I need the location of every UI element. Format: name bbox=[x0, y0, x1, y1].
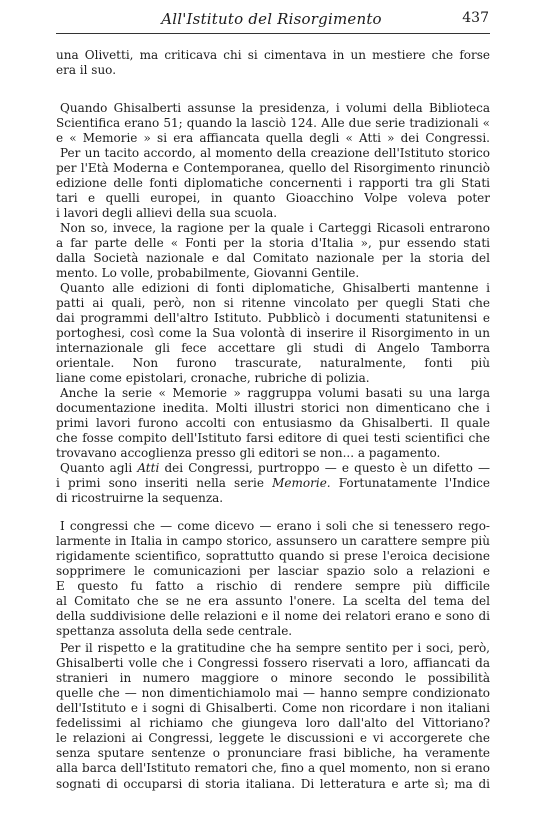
header-rule bbox=[56, 33, 490, 34]
text-line: larmente in Italia in campo storico, assunsero un carattere sempre più bbox=[56, 534, 490, 548]
text-line: per l'Età Moderna e Contemporanea, quello del Risorgimento rinunciò bbox=[56, 161, 490, 175]
text-line: Non so, invece, la ragione per la quale i Carteggi Ricasoli entrarono bbox=[60, 221, 490, 235]
text-line: E questo fu fatto a rischio di rendere sempre più difficile bbox=[56, 579, 490, 593]
text-line: Anche la serie « Memorie » raggruppa volumi basati su una larga bbox=[60, 386, 490, 400]
text-line: di ricostruirne la sequenza. bbox=[56, 491, 224, 505]
text-line: edizione delle fonti diplomatiche concernenti i rapporti tra gli Stati bbox=[56, 176, 490, 190]
text-line: e « Memorie » si era affiancata quella degli « Atti » dei Congressi. bbox=[56, 131, 490, 145]
text-line: primi lavori furono accolti con entusiasmo da Ghisalberti. Il quale bbox=[56, 416, 490, 430]
text-line: stranieri in numero maggiore o minore secondo le possibilità bbox=[56, 671, 490, 685]
text-line: documentazione inedita. Molti illustri storici non dimenticano che i bbox=[56, 401, 490, 415]
text-line: rigidamente scientifico, soprattutto quando si prese l'eroica decisione bbox=[56, 549, 490, 563]
text-line: Quanto alle edizioni di fonti diplomatiche, Ghisalberti mantenne i bbox=[60, 281, 490, 295]
text-line: sognati di occuparsi di storia italiana. Di letteratura e arte sì; ma di bbox=[56, 777, 490, 791]
text-line: trovavano accoglienza presso gli editori se non... a pagamento. bbox=[56, 446, 441, 460]
text-line: era il suo. bbox=[56, 63, 117, 77]
text-line: dalla Società nazionale e dal Comitato nazionale per la storia del bbox=[56, 251, 490, 265]
text-line: Scientifica erano 51; quando la lasciò 124. Alle due serie tradizionali « bbox=[56, 116, 490, 130]
text-line: quelle che — non dimentichiamolo mai — hanno sempre condizionato bbox=[56, 686, 490, 700]
text-line: una Olivetti, ma criticava chi si cimentava in un mestiere che forse bbox=[56, 48, 490, 62]
text-line: al Comitato che se ne era assunto l'onere. La scelta del tema del bbox=[56, 594, 490, 608]
text-line: le relazioni ai Congressi, leggete le discussioni e vi accorgerete che bbox=[56, 731, 490, 745]
text-line: i lavori degli allievi della sua scuola. bbox=[56, 206, 278, 220]
text-line: alla barca dell'Istituto rematori che, fino a quel momento, non si erano bbox=[56, 761, 490, 775]
page-number: 437 bbox=[462, 10, 489, 26]
running-title: All'Istituto del Risorgimento bbox=[161, 10, 382, 28]
running-head bbox=[54, 8, 489, 32]
text-line: patti ai quali, però, non si ritenne vincolato per quegli Stati che bbox=[56, 296, 490, 310]
text-line: portoghesi, così come la Sua volontà di inserire il Risorgimento in un bbox=[56, 326, 490, 340]
text-line: internazionale gli fece accettare gli studi di Angelo Tamborra bbox=[56, 341, 490, 355]
text-line: i primi sono inseriti nella serie Memorie. Fortunatamente l'Indice bbox=[56, 476, 490, 490]
text-line: I congressi che — come dicevo — erano i soli che si tenessero rego- bbox=[60, 519, 490, 533]
text-line: dell'Istituto e i sogni di Ghisalberti. Come non ricordare i non italiani bbox=[56, 701, 490, 715]
text-line: a far parte delle « Fonti per la storia d'Italia », pur essendo stati bbox=[56, 236, 490, 250]
text-line: liane come epistolari, cronache, rubriche di polizia. bbox=[56, 371, 370, 385]
text-line: Per il rispetto e la gratitudine che ha sempre sentito per i soci, però, bbox=[60, 641, 490, 655]
text-line: della suddivisione delle relazioni e il nome dei relatori erano e sono di bbox=[56, 609, 490, 623]
text-line: mento. Lo volle, probabilmente, Giovanni Gentile. bbox=[56, 266, 360, 280]
text-line: senza sputare sentenze o pronunciare frasi bibliche, ha veramente bbox=[56, 746, 490, 760]
text-line: Quanto agli Atti dei Congressi, purtroppo — e questo è un difetto — bbox=[60, 461, 490, 475]
text-line: fedelissimi al richiamo che giungeva loro dall'alto del Vittoriano? bbox=[56, 716, 490, 730]
text-line: sopprimere le comunicazioni per lasciar spazio solo a relazioni e bbox=[56, 564, 490, 578]
text-line: dai programmi dell'altro Istituto. Pubblicò i documenti statunitensi e bbox=[56, 311, 490, 325]
italic-title: Atti bbox=[137, 461, 160, 475]
text-line: che fosse compito dell'Istituto farsi editore di quei testi scientifici che bbox=[56, 431, 490, 445]
text-line: Quando Ghisalberti assunse la presidenza, i volumi della Biblioteca bbox=[60, 101, 490, 115]
italic-title: Memorie. bbox=[272, 476, 331, 490]
text-line: orientale. Non furono trascurate, naturalmente, fonti più bbox=[56, 356, 490, 370]
text-line: tari e quelli europei, in quanto Gioacchino Volpe voleva poter bbox=[56, 191, 490, 205]
text-line: Ghisalberti volle che i Congressi fossero riservati a loro, affiancati da bbox=[56, 656, 490, 670]
text-line: Per un tacito accordo, al momento della creazione dell'Istituto storico bbox=[60, 146, 490, 160]
text-line: spettanza assoluta della sede centrale. bbox=[56, 624, 293, 638]
